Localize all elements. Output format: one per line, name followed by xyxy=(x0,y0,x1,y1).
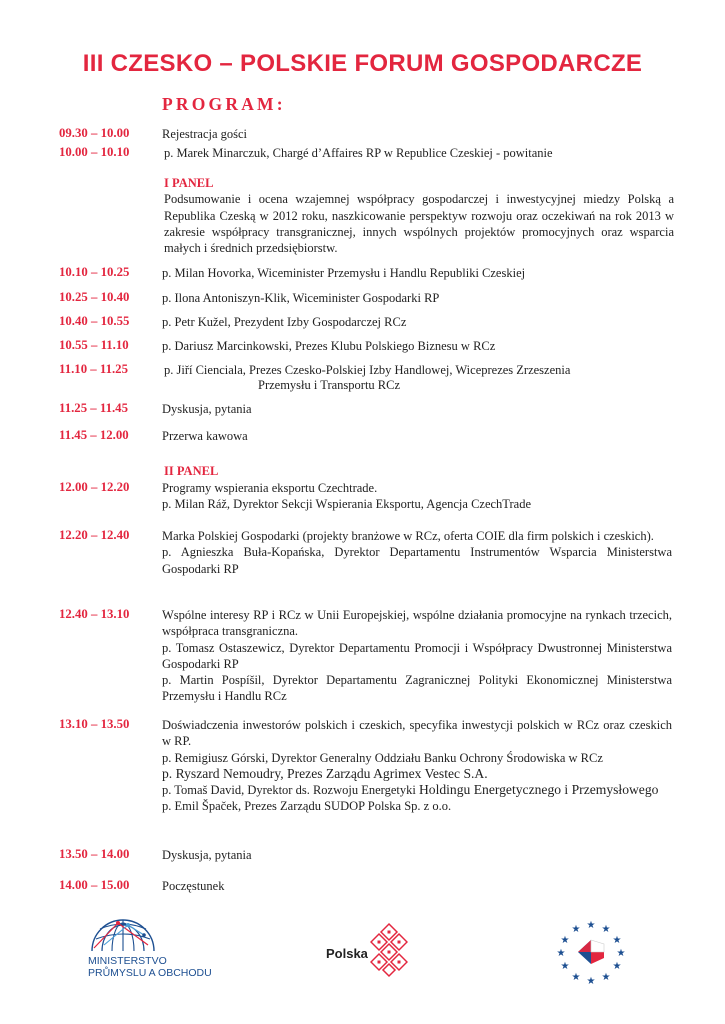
time-slot: 14.00 – 15.00 xyxy=(59,878,130,892)
kite-pattern-icon xyxy=(370,922,408,978)
svg-text:★: ★ xyxy=(601,924,611,935)
ministry-logo xyxy=(88,915,238,985)
globe-icon xyxy=(88,915,158,953)
time-slot: 10.10 – 10.25 xyxy=(59,265,130,279)
agenda-item: Doświadczenia inwestorów polskich i czeskich, specyfika inwestycji polskich w RCz oraz czeskich w RP. p. Remigiusz Górski, Dyrektor Generalny Oddziału Banku Ochrony Środowiska w RCz p. Ryszard Nemoudry, Prezes Zarządu Agrimex Vestec S.A. p. Tomaš David, Dyrektor ds. Rozwoju Energetyki Holdingu Energetycznego i Przemysłowego p. Emil Špaček, Prezes Zarządu SUDOP Polska Sp. z o.o. xyxy=(162,718,672,814)
cz-pl-flags-logo xyxy=(556,918,626,986)
agenda-item: p. Dariusz Marcinkowski, Prezes Klubu Polskiego Biznesu w RCz xyxy=(162,339,496,353)
time-slot: 10.25 – 10.40 xyxy=(59,290,130,304)
time-slot: 12.00 – 12.20 xyxy=(59,480,130,494)
svg-text:★: ★ xyxy=(560,935,570,946)
agenda-item-continued: Przemysłu i Transportu RCz xyxy=(258,378,401,392)
polska-wordmark: Polska xyxy=(326,946,368,961)
agenda-item: Marka Polskiej Gospodarki (projekty branżowe w RCz, oferta COIE dla firm polskich i czeskich). p. Agnieszka Buła-Kopańska, Dyrektor Departamentu Instrumentów Wsparcia Ministerstwa Gospodarki RP xyxy=(162,529,672,576)
svg-text:★: ★ xyxy=(571,924,581,935)
time-slot: 13.10 – 13.50 xyxy=(59,717,130,731)
agenda-item: p. Milan Hovorka, Wiceminister Przemysłu i Handlu Republiki Czeskiej xyxy=(162,266,526,280)
page-title: III CZESKO – POLSKIE FORUM GOSPODARCZE xyxy=(82,50,643,77)
polska-logo xyxy=(326,922,410,978)
panel-1-section xyxy=(164,175,674,256)
agenda-item: p. Petr Kužel, Prezydent Izby Gospodarczej RCz xyxy=(162,315,407,329)
agenda-item: Programy wspierania eksportu Czechtrade. xyxy=(162,481,378,495)
time-slot: 13.50 – 14.00 xyxy=(59,847,130,861)
agenda-item: Dyskusja, pytania xyxy=(162,848,252,862)
time-slot: 11.45 – 12.00 xyxy=(59,428,129,442)
program-heading: PROGRAM: xyxy=(162,94,286,114)
svg-text:★: ★ xyxy=(601,972,611,983)
panel-1-label: I PANEL xyxy=(164,176,214,190)
svg-text:★: ★ xyxy=(560,961,570,972)
agenda-item: Poczęstunek xyxy=(162,879,225,893)
svg-text:★: ★ xyxy=(612,935,622,946)
svg-text:★: ★ xyxy=(556,948,566,959)
eu-stars-flags-icon xyxy=(556,918,626,986)
time-slot: 10.00 – 10.10 xyxy=(59,145,130,159)
agenda-item: p. Jiří Cienciala, Prezes Czesko-Polskiej Izby Handlowej, Wiceprezes Zrzeszenia xyxy=(164,363,571,377)
panel-1-description: Podsumowanie i ocena wzajemnej współpracy gospodarczej i inwestycyjnej miedzy Polską a Republika Czeską w 2012 roku, naszkicowanie perspektyw rozwoju oraz oczekiwań na rok 2013 w zakresie współpracy transgranicznej, innych wspólnych projektów promocyjnych oraz wsparcia małych i średnich przedsiębiorstw. xyxy=(164,192,674,256)
agenda-item: p. Milan Ráž, Dyrektor Sekcji Wspierania Eksportu, Agencja CzechTrade xyxy=(162,497,532,511)
time-slot: 10.40 – 10.55 xyxy=(59,314,130,328)
time-slot: 12.40 – 13.10 xyxy=(59,607,130,621)
svg-text:★: ★ xyxy=(571,972,581,983)
time-slot: 09.30 – 10.00 xyxy=(59,126,130,140)
svg-text:★: ★ xyxy=(612,961,622,972)
svg-text:★: ★ xyxy=(586,920,596,931)
ministry-name-line-2: PRŮMYSLU A OBCHODU xyxy=(88,967,212,979)
time-slot: 10.55 – 11.10 xyxy=(59,338,129,352)
svg-text:★: ★ xyxy=(616,948,626,959)
time-slot: 11.10 – 11.25 xyxy=(59,362,128,376)
agenda-item: p. Marek Minarczuk, Chargé d’Affaires RP w Republice Czeskiej - powitanie xyxy=(164,146,553,160)
svg-text:★: ★ xyxy=(586,976,596,986)
panel-2-label: II PANEL xyxy=(164,464,219,478)
agenda-item: Wspólne interesy RP i RCz w Unii Europejskiej, wspólne działania promocyjne na rynkach trzecich, współpraca transgraniczna. p. Tomasz Ostaszewicz, Dyrektor Departamentu Promocji i Współpracy Dwustronnej Ministerstwa Gospodarki RP p. Martin Pospíšil, Dyrektor Departamentu Zagranicznej Polityki Ekonomicznej Ministerstwa Przemysłu i Handlu RCz xyxy=(162,608,672,704)
agenda-item: Dyskusja, pytania xyxy=(162,402,252,416)
time-slot: 11.25 – 11.45 xyxy=(59,401,128,415)
time-slot: 12.20 – 12.40 xyxy=(59,528,130,542)
agenda-item: Rejestracja gości xyxy=(162,127,248,141)
agenda-item: p. Ilona Antoniszyn-Klik, Wiceminister Gospodarki RP xyxy=(162,291,440,305)
agenda-item: Przerwa kawowa xyxy=(162,429,248,443)
ministry-name-line-1: MINISTERSTVO xyxy=(88,955,167,967)
